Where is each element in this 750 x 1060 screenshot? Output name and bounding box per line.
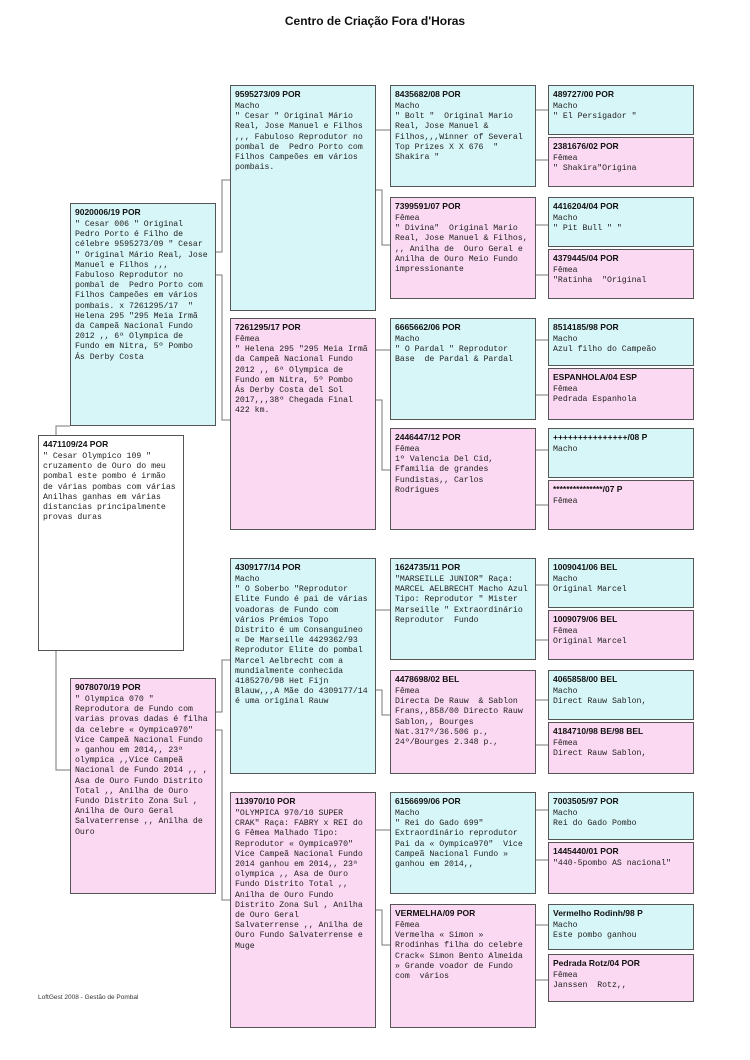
dam-dam-sire-card[interactable]: [390, 792, 536, 894]
dam-sire-dam-card[interactable]: [390, 670, 536, 774]
ring-number: 4471109/24 POR: [43, 439, 109, 449]
subject-pigeon-card[interactable]: [38, 435, 184, 651]
ring-number: 9020006/19 POR: [75, 207, 141, 217]
ring-number: 4379445/04 POR: [553, 253, 619, 263]
ring-number: 1624735/11 POR: [395, 562, 461, 572]
sire-dam-sire-card[interactable]: [390, 318, 536, 420]
ring-number: 1009079/06 BEL: [553, 614, 618, 624]
ring-number: 7003505/97 POR: [553, 796, 619, 806]
ring-number: 6665662/06 POR: [395, 322, 461, 332]
pigeon-description: Original Marcel: [553, 637, 627, 647]
pigeon-description: " Rei do Gado 699" Extraordinário reprodutor Pai da « Oympica970" Vice Campeã Nacional Fundo » ganhou em 2014,,: [395, 819, 528, 870]
pigeon-sex: Macho: [235, 575, 260, 584]
pigeon-description: " Cesar " Original Mário Real, Jose Manuel e Filhos ,,, Fabuloso Reprodutor no pombal de Pedro Porto com Filhos Campeões em vários pombais.: [235, 112, 368, 173]
dam-card[interactable]: [70, 678, 216, 894]
page-title: Centro de Criação Fora d'Horas: [284, 14, 466, 28]
pigeon-sex: Fêmea: [395, 687, 420, 696]
ggp-card-8[interactable]: [548, 480, 694, 530]
pigeon-description: " Bolt " Original Mario Real, Jose Manuel & Filhos,,,Winner of Several Top Prizes X X 676 " Shakira ": [395, 112, 528, 163]
pigeon-sex: Macho: [553, 687, 578, 696]
ggp-card-16[interactable]: [548, 954, 694, 1002]
ggp-card-15[interactable]: [548, 904, 694, 950]
ring-number: 489727/00 POR: [553, 89, 614, 99]
ggp-card-10[interactable]: [548, 610, 694, 660]
pigeon-sex: Fêmea: [395, 445, 420, 454]
pigeon-sex: Macho: [395, 335, 420, 344]
pigeon-sex: Macho: [553, 809, 578, 818]
ggp-card-2[interactable]: [548, 137, 694, 187]
ggp-card-5[interactable]: [548, 318, 694, 366]
pigeon-sex: Fêmea: [553, 627, 578, 636]
pigeon-description: Vermelha « Simon » Rrodinhas filha do celebre Crack« Simon Bento Almeida » Grande voador de Fundo com vários: [395, 931, 528, 982]
pigeon-description: Este pombo ganhou: [553, 931, 637, 941]
pigeon-sex: Fêmea: [395, 921, 420, 930]
ggp-card-13[interactable]: [548, 792, 694, 840]
pigeon-description: " Cesar Olympico 109 " cruzamento de Ouro do meu pombal este pombo é irmão de várias pombas com várias Anilhas ganhas em várias distancias principalmente provas duras: [43, 452, 181, 523]
ggp-card-3[interactable]: [548, 197, 694, 247]
pigeon-sex: Macho: [553, 921, 578, 930]
ggp-card-7[interactable]: [548, 428, 694, 478]
pigeon-description: Janssen Rotz,,: [553, 981, 627, 991]
pigeon-description: " Cesar 006 " Original Pedro Porto é Filho de célebre 9595273/09 " Cesar " Original Mário Real, Jose Manuel e Filhos ,,, Fabuloso Reprodutor no pombal de Pedro Porto com Filhos Campeões em vários pombais. x 7261295/17 " Helena 295 "295 Meia Irmã da Campeã Nacional Fundo 2012 ,, 6ª Olympica de Fundo em Nitra, 5º Pombo Ás Derby Costa: [75, 220, 213, 362]
ggp-card-4[interactable]: [548, 249, 694, 299]
pigeon-description: "MARSEILLE JUNIOR" Raça: MARCEL AELBRECHT Macho Azul Tipo: Reprodutor " Mister Marseille " Extraordinário Reprodutor Fundo: [395, 575, 533, 625]
pigeon-description: " Pit Bull " ": [553, 224, 622, 234]
ggp-card-1[interactable]: [548, 85, 694, 135]
pigeon-description: " O Soberbo "Reprodutor Elite Fundo é pai de várias voadoras de Fundo com vários Prémios Topo Distrito é um Consanguineo « De Marseille 4429362/93 Reprodutor Elite do pombal Marcel Aelbrecht com a mundialmente conhecida 4185270/98 Het Fijn Blauw,,,A Mãe do 4309177/14 é uma original Rauw: [235, 585, 373, 707]
dam-dam-card[interactable]: [230, 792, 376, 1028]
pigeon-sex: Fêmea: [553, 971, 578, 980]
pigeon-description: " Shakira"Origina: [553, 164, 637, 174]
pigeon-sex: Fêmea: [553, 154, 578, 163]
ring-number: ESPANHOLA/04 ESP: [553, 372, 637, 382]
pigeon-sex: Macho: [553, 214, 578, 223]
ring-number: ***************/07 P: [553, 484, 623, 494]
sire-dam-card[interactable]: [230, 318, 376, 530]
pigeon-sex: Macho: [553, 575, 578, 584]
ring-number: 6156699/06 POR: [395, 796, 461, 806]
ring-number: 4065858/00 BEL: [553, 674, 618, 684]
ring-number: 113970/10 POR: [235, 796, 296, 806]
pigeon-description: "Ratinha "Original: [553, 276, 647, 286]
sire-sire-dam-card[interactable]: [390, 197, 536, 299]
sire-dam-dam-card[interactable]: [390, 428, 536, 530]
pigeon-description: Pedrada Espanhola: [553, 395, 637, 405]
pigeon-description: Original Marcel: [553, 585, 627, 595]
pigeon-description: Rei do Gado Pombo: [553, 819, 637, 829]
sire-sire-card[interactable]: [230, 85, 376, 311]
pigeon-sex: Macho: [395, 809, 420, 818]
pigeon-sex: Fêmea: [553, 385, 578, 394]
pigeon-sex: Macho: [553, 102, 578, 111]
pigeon-description: "OLYMPICA 970/10 SUPER CRAK" Raça: FABRY x REI do G Fêmea Malhado Tipo: Reprodutor « Oympica970" Vice Campeã Nacional Fundo 2014 ganhou em 2014,, 23ª olympica ,, Asa de Ouro Fundo Distrito Total ,, Anilha de Ouro Fundo Distrito Zona Sul , Anilha de Ouro Geral Salvaterrense ,, Anilha de Ouro Fundo Salvaterrense e Muge: [235, 809, 368, 951]
pigeon-description: Directa De Rauw & Sablon Frans,,858/00 Directo Rauw Sablon,, Bourges Nat.317º/36.506 p., 24º/Bourges 2.348 p.,: [395, 697, 528, 748]
pigeon-sex: Fêmea: [235, 335, 260, 344]
pigeon-description: Direct Rauw Sablon,: [553, 749, 647, 759]
ring-number: 8435682/08 POR: [395, 89, 461, 99]
ggp-card-9[interactable]: [548, 558, 694, 608]
ring-number: Pedrada Rotz/04 POR: [553, 958, 640, 968]
ring-number: 2446447/12 POR: [395, 432, 461, 442]
dam-dam-dam-card[interactable]: [390, 904, 536, 1028]
ring-number: 1009041/06 BEL: [553, 562, 618, 572]
ggp-card-14[interactable]: [548, 842, 694, 894]
pigeon-sex: Macho: [553, 335, 578, 344]
ring-number: 4478698/02 BEL: [395, 674, 460, 684]
pigeon-sex: Macho: [395, 102, 420, 111]
ring-number: 2381676/02 POR: [553, 141, 619, 151]
pigeon-description: " Olympica 070 " Reprodutora de Fundo com varias provas dadas é filha da celebre « Oympica970" Vice Campeã Nacional Fundo » ganhou em 2014,, 23ª olympica ,,Vice Campeã Nacional de Fundo 2014 ,, , Asa de Ouro Fundo Distrito Total ,, Anilha de Ouro Fundo Distrito Zona Sul , Anilha de Ouro Geral Salvaterrense ,, Anilha de Ouro: [75, 695, 213, 837]
ring-number: 4184710/98 BE/98 BEL: [553, 726, 644, 736]
sire-sire-sire-card[interactable]: [390, 85, 536, 187]
ring-number: 9595273/09 POR: [235, 89, 301, 99]
pigeon-sex: Fêmea: [553, 497, 578, 506]
dam-sire-sire-card[interactable]: [390, 558, 536, 660]
pigeon-description: " Helena 295 "295 Meia Irmã da Campeã Nacional Fundo 2012 ,, 6ª Olympica de Fundo em Nitra, 5º Pombo Ás Derby Costa del Sol 2017,,,38º Chegada Final 422 km.: [235, 345, 373, 416]
sire-card[interactable]: [70, 203, 216, 426]
ggp-card-11[interactable]: [548, 670, 694, 720]
ring-number: 1445440/01 POR: [553, 846, 619, 856]
pigeon-description: " El Persigador ": [553, 112, 637, 122]
ggp-card-12[interactable]: [548, 722, 694, 774]
ggp-card-6[interactable]: [548, 368, 694, 420]
pigeon-sex: Macho: [235, 102, 260, 111]
ring-number: 8514185/98 POR: [553, 322, 619, 332]
pigeon-description: "440-5pombo AS nacional": [553, 859, 671, 868]
dam-sire-card[interactable]: [230, 558, 376, 774]
ring-number: +++++++++++++++/08 P: [553, 432, 648, 442]
pigeon-description: Azul filho do Campeão: [553, 345, 657, 355]
pigeon-description: Direct Rauw Sablon,: [553, 697, 647, 707]
ring-number: Vermelho Rodinh/98 P: [553, 908, 643, 918]
ring-number: 4309177/14 POR: [235, 562, 301, 572]
footer-credit: LoftGest 2008 - Gestão de Pombal: [38, 994, 139, 1001]
ring-number: 7399591/07 POR: [395, 201, 461, 211]
pigeon-sex: Fêmea: [395, 214, 420, 223]
pigeon-sex: Fêmea: [553, 739, 578, 748]
pigeon-sex: Fêmea: [553, 266, 578, 275]
pigeon-description: 1º Valencia Del Cid, Ffamilia de grandes Fundistas,, Carlos Rodrigues: [395, 455, 499, 495]
pigeon-description: " O Pardal " Reprodutor Base de Pardal & Pardal: [395, 345, 513, 365]
pigeon-sex: Macho: [553, 445, 578, 454]
ring-number: VERMELHA/09 POR: [395, 908, 476, 918]
ring-number: 4416204/04 POR: [553, 201, 619, 211]
ring-number: 7261295/17 POR: [235, 322, 301, 332]
pigeon-description: " Divina" Original Mario Real, Jose Manuel & Filhos, ,, Anilha de Ouro Geral e Anilha de Ouro Meio Fundo impressionante: [395, 224, 533, 275]
ring-number: 9078070/19 POR: [75, 682, 141, 692]
